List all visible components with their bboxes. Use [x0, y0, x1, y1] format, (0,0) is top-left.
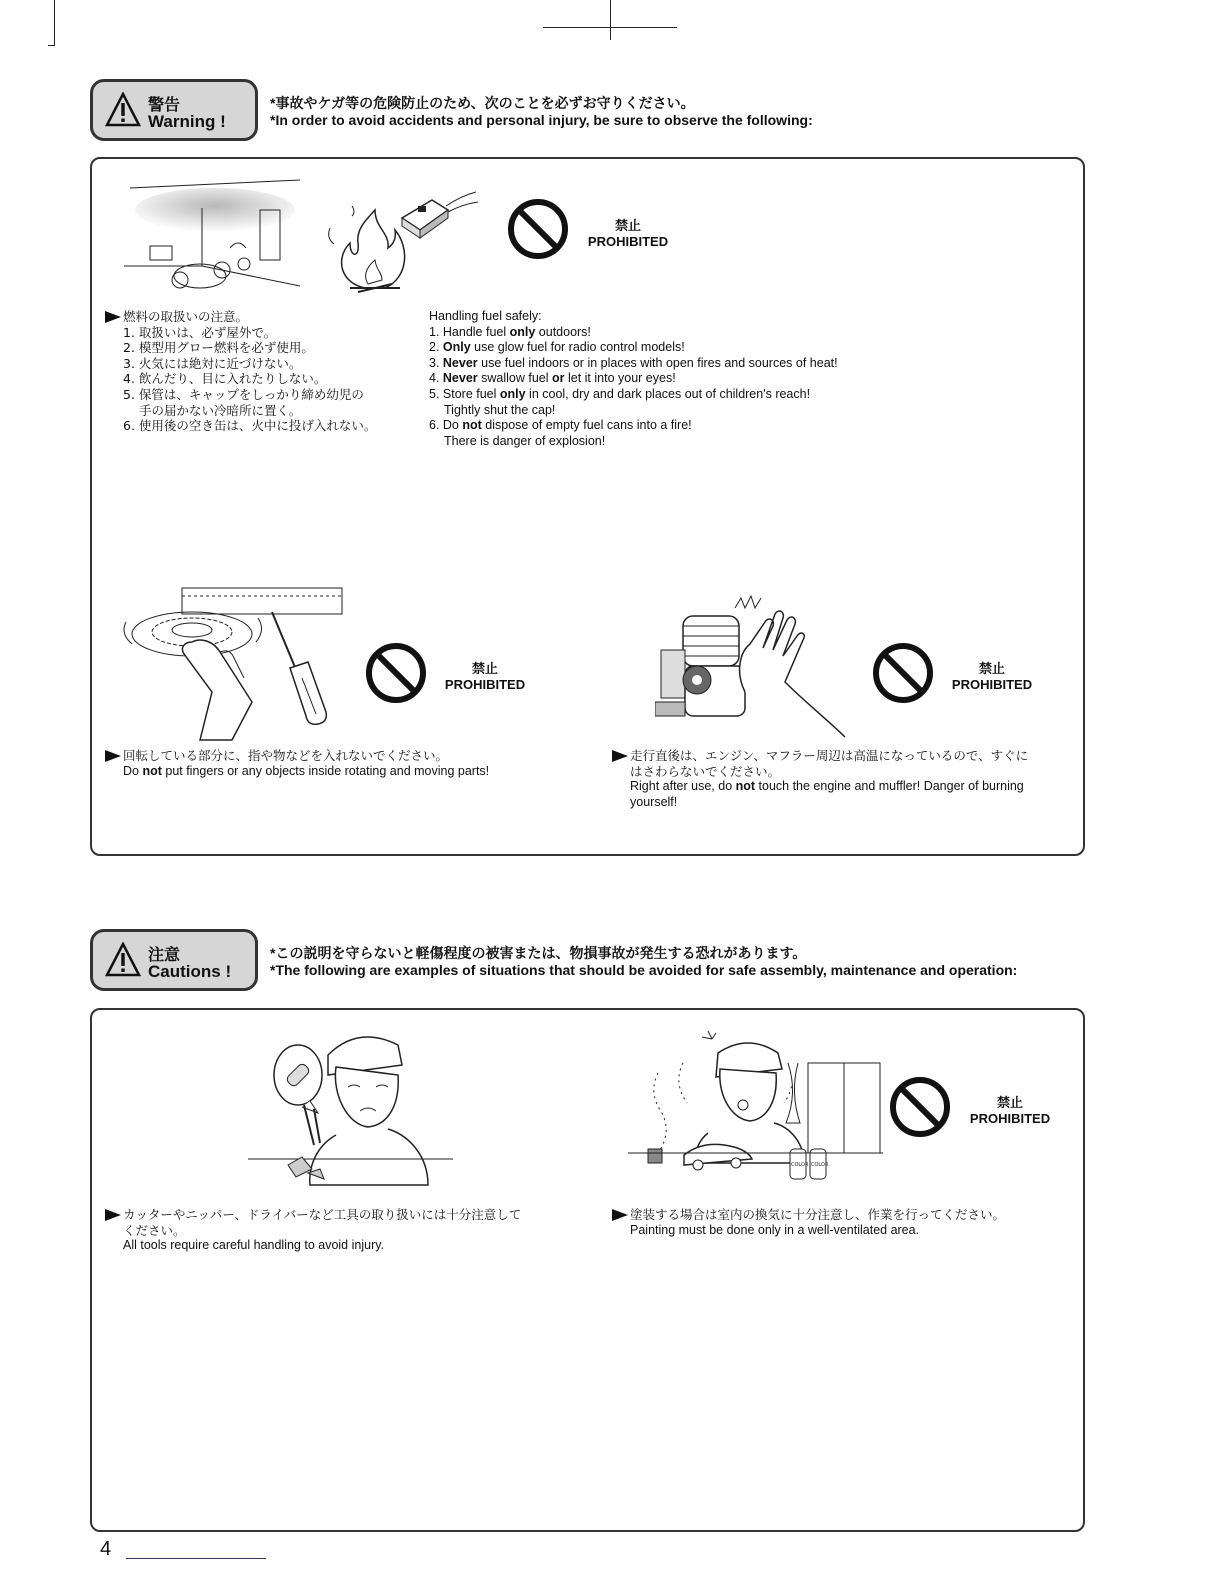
fuel-jp-item: 1. 取扱いは、必ず屋外で。: [123, 324, 277, 340]
prohibited-label-en: PROHIBITED: [587, 234, 669, 249]
caution-badge-en: Cautions !: [148, 962, 232, 981]
bullet-arrow-icon: [105, 1209, 121, 1221]
fuel-jp-notes: [105, 309, 376, 434]
fuel-en-heading: Handling fuel safely:: [429, 309, 542, 323]
paint-bottle-label: COLOR: [791, 1162, 809, 1168]
bullet-arrow-icon: [105, 311, 121, 323]
tools-en: All tools require careful handling to avoid injury.: [123, 1238, 385, 1253]
caution-intro-jp: *この説明を守らないと軽傷程度の被害または、物損事故が発生する恐れがあります。: [270, 945, 807, 961]
paint-bottle-label: COLOR: [811, 1162, 829, 1168]
prohibited-icon: [888, 1075, 952, 1139]
fuel-jp-item: 6. 使用後の空き缶は、火中に投げ入れない。: [123, 418, 377, 434]
caution-intro-en: *The following are examples of situations that should be avoided for safe assembly, maintenance and operation:: [270, 962, 1018, 978]
fuel-en-item: 6. Do not dispose of empty fuel cans into a fire!: [429, 418, 692, 433]
hot-engine-en: Right after use, do not touch the engine and muffler! Danger of burning: [630, 779, 1024, 794]
warning-intro-en: *In order to avoid accidents and personal injury, be sure to observe the following:: [270, 112, 813, 128]
prohibited-label: [585, 218, 671, 250]
caution-triangle-icon: [105, 942, 141, 978]
hot-engine-jp: 走行直後は、エンジン、マフラー周辺は高温になっているので、すぐに: [630, 748, 1029, 763]
hot-engine-illustration: [655, 592, 855, 742]
fuel-en-item: 5. Store fuel only in cool, dry and dark places out of children's reach!: [429, 386, 811, 401]
prohibited-label-en: PROHIBITED: [951, 677, 1033, 692]
prohibited-icon: [871, 641, 935, 705]
tools-caption: [105, 1207, 521, 1254]
fuel-jp-item: 5. 保管は、キャップをしっかり締め幼児の: [123, 386, 364, 402]
prohibited-icon: [364, 641, 428, 705]
rotating-parts-illustration: [122, 582, 344, 742]
page-number: 4: [100, 1538, 112, 1560]
fuel-jp-heading: 燃料の取扱いの注意。: [123, 309, 249, 324]
caution-badge: [90, 929, 258, 991]
crop-mark: [610, 0, 611, 40]
prohibited-label: [965, 1095, 1055, 1127]
fuel-jp-item: 4. 飲んだり、目に入れたりしない。: [123, 371, 327, 387]
hot-engine-caption: [612, 748, 1028, 810]
crop-mark: [54, 0, 55, 46]
prohibited-label-jp: 禁止: [614, 218, 641, 233]
warning-intro-jp: *事故やケガ等の危険防止のため、次のことを必ずお守りください。: [270, 95, 695, 111]
rotating-parts-en: Do not put fingers or any objects inside rotating and moving parts!: [123, 763, 490, 778]
rotating-parts-jp: 回転している部分に、指や物などを入れないでください。: [123, 748, 449, 763]
fuel-en-item: 2. Only use glow fuel for radio control models!: [429, 340, 685, 355]
page-rule: [126, 1558, 266, 1559]
crop-mark: [48, 45, 55, 46]
warning-intro: [270, 95, 813, 129]
fuel-en-item: 4. Never swallow fuel or let it into your eyes!: [429, 371, 676, 386]
painting-indoors-illustration: [628, 1023, 883, 1188]
hot-engine-jp: はさわらないでください。: [630, 763, 781, 779]
rotating-parts-caption: [105, 748, 489, 779]
fuel-jp-item: 2. 模型用グロー燃料を必ず使用。: [123, 340, 314, 356]
prohibited-label: [440, 661, 530, 693]
caution-intro: [270, 945, 1017, 979]
paint-jp: 塗装する場合は室内の換気に十分注意し、作業を行ってください。: [630, 1207, 1006, 1222]
fuel-en-item: 1. Handle fuel only outdoors!: [429, 324, 591, 339]
warning-badge-jp: 警告: [148, 95, 181, 114]
paint-caption: [612, 1207, 1005, 1238]
bullet-arrow-icon: [612, 1209, 628, 1221]
prohibited-icon: [506, 197, 570, 261]
prohibited-label-jp: 禁止: [996, 1095, 1023, 1110]
fuel-jp-item: 手の届かない冷暗所に置く。: [139, 402, 302, 418]
tool-injury-illustration: [248, 1025, 453, 1190]
bullet-arrow-icon: [105, 750, 121, 762]
bullet-arrow-icon: [612, 750, 628, 762]
tools-jp: ください。: [123, 1222, 186, 1238]
fire-fuel-can-illustration: [320, 188, 480, 298]
caution-badge-jp: 注意: [148, 945, 181, 964]
prohibited-label-jp: 禁止: [471, 661, 498, 676]
warning-badge: [90, 79, 258, 141]
prohibited-label: [947, 661, 1037, 693]
hot-engine-en: yourself!: [630, 794, 678, 809]
prohibited-label-en: PROHIBITED: [969, 1111, 1051, 1126]
warning-triangle-icon: [105, 92, 141, 128]
fuel-en-notes: [429, 309, 838, 449]
prohibited-label-jp: 禁止: [978, 661, 1005, 676]
fuel-jp-item: 3. 火気には絶対に近づけない。: [123, 355, 302, 371]
warning-badge-en: Warning !: [148, 112, 226, 131]
fuel-en-item: There is danger of explosion!: [444, 433, 606, 448]
indoor-fuel-illustration: [120, 178, 305, 298]
prohibited-label-en: PROHIBITED: [444, 677, 526, 692]
paint-en: Painting must be done only in a well-ventilated area.: [630, 1222, 920, 1237]
tools-jp: カッターやニッパー、ドライバーなど工具の取り扱いには十分注意して: [123, 1207, 522, 1222]
fuel-en-item: 3. Never use fuel indoors or in places with open fires and sources of heat!: [429, 355, 838, 370]
fuel-en-item: Tightly shut the cap!: [444, 402, 556, 417]
